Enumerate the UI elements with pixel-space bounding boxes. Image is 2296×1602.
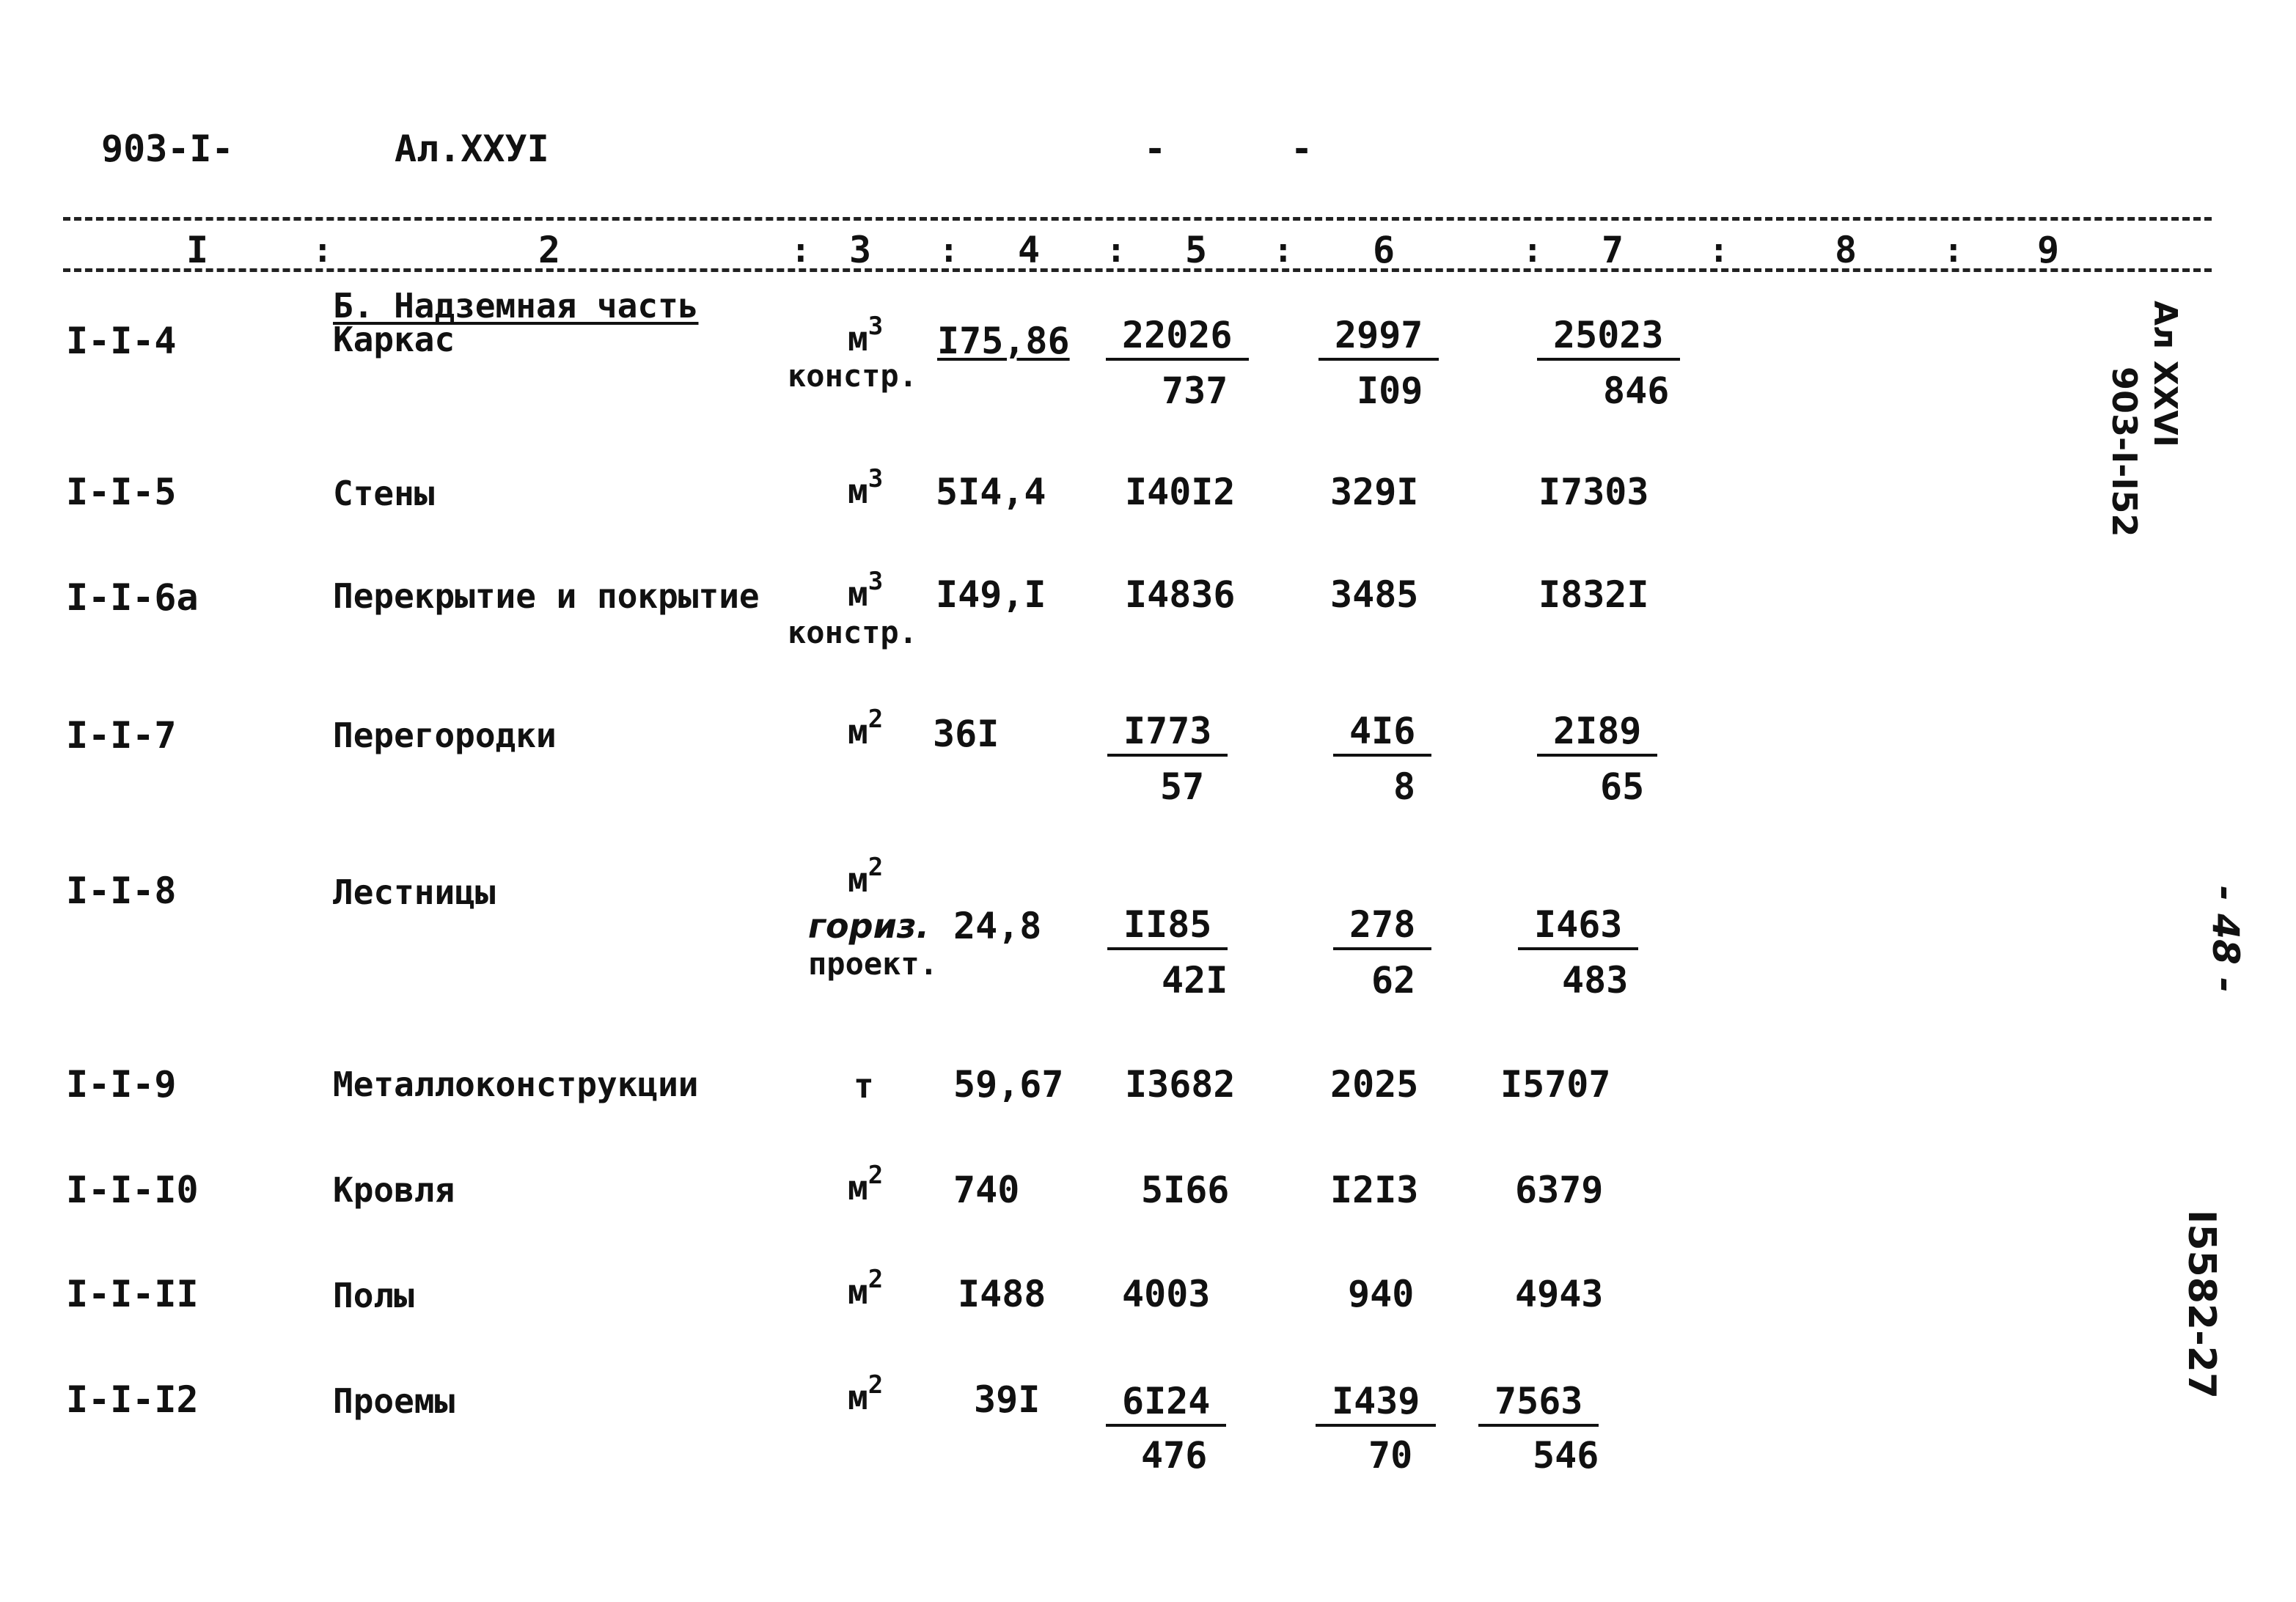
row-unit: $м^2$ <box>848 853 884 900</box>
row-quantity: 39I <box>974 1378 1041 1421</box>
row-name: Полы <box>333 1276 414 1315</box>
row-unit: $м^2$ <box>848 1370 884 1417</box>
row-name: Перегородки <box>333 716 557 755</box>
column-number-4: 4 <box>1018 229 1041 271</box>
column-number-1: I <box>186 229 209 271</box>
column-number-8: 8 <box>1835 229 1857 271</box>
row-cost-col6-bottom: 8 <box>1393 765 1416 808</box>
row-cost-col5-top: 6I24 <box>1106 1383 1226 1427</box>
column-separator: : <box>1943 230 1964 270</box>
row-quantity: I75,86 <box>937 320 1070 362</box>
row-cost-col5: I4836 <box>1125 573 1236 616</box>
row-unit-note: констр. <box>788 614 918 650</box>
row-cost-col5-top: II85 <box>1107 906 1228 950</box>
row-unit-note: проект. <box>808 946 939 982</box>
row-cost-col5-top: 22026 <box>1106 317 1249 361</box>
row-cost-col7-bottom: 846 <box>1603 370 1670 412</box>
row-quantity: I49,I <box>936 573 1046 616</box>
row-name: Металлоконструкции <box>333 1065 699 1104</box>
row-cost-col5-top: I773 <box>1107 713 1228 757</box>
column-number-5: 5 <box>1185 229 1208 271</box>
column-separator: : <box>1709 230 1729 270</box>
row-cost-col5: I3682 <box>1125 1063 1236 1106</box>
row-unit-note: констр. <box>788 358 918 394</box>
row-cost-col6: 3485 <box>1330 573 1419 616</box>
row-cost-col7-top: I463 <box>1518 906 1638 950</box>
row-cost-col7: 6379 <box>1515 1169 1604 1211</box>
row-unit: $м^3$ <box>848 464 884 511</box>
row-cost-col7-top: 25023 <box>1537 317 1680 361</box>
header-dash-2: - <box>1291 128 1313 170</box>
row-quantity: I488 <box>958 1273 1046 1315</box>
row-name: Проемы <box>333 1381 455 1421</box>
row-cost-col5: 5I66 <box>1141 1169 1230 1211</box>
column-separator: : <box>939 230 959 270</box>
row-quantity: 59,67 <box>953 1063 1064 1106</box>
row-cost-col7-bottom: 546 <box>1533 1434 1599 1477</box>
margin-document-reference: 903-I-I52 <box>2105 367 2144 537</box>
header-rule-bottom <box>63 268 2212 272</box>
margin-sheet-reference: Ал XXVI <box>2146 301 2184 447</box>
column-number-9: 9 <box>2037 229 2060 271</box>
row-name: Перекрытие и покрытие <box>333 576 760 616</box>
row-cost-col6-top: 278 <box>1333 906 1431 950</box>
column-separator: : <box>1273 230 1294 270</box>
row-cost-col6-top: 4I6 <box>1333 713 1431 757</box>
row-quantity: 740 <box>953 1169 1020 1211</box>
column-number-3: 3 <box>849 229 872 271</box>
row-cost-col6-bottom: 70 <box>1368 1434 1413 1477</box>
row-code: I-I-9 <box>66 1063 177 1106</box>
header-dash-1: - <box>1144 128 1167 170</box>
column-number-6: 6 <box>1373 229 1395 271</box>
row-name: Каркас <box>333 320 455 359</box>
column-number-2: 2 <box>538 229 561 271</box>
column-separator: : <box>312 230 333 270</box>
row-code: I-I-I2 <box>66 1378 199 1421</box>
margin-page-number: - 48 - <box>2204 886 2247 993</box>
row-quantity: 5I4,4 <box>936 471 1046 513</box>
row-cost-col6-bottom: 62 <box>1371 959 1416 1002</box>
row-unit: т <box>854 1066 874 1106</box>
row-cost-col7-bottom: 483 <box>1562 959 1629 1002</box>
row-code: I-I-7 <box>66 714 177 757</box>
margin-inventory-number: I5582-27 <box>2179 1210 2223 1400</box>
document-code: 903-I- <box>101 128 234 170</box>
column-number-7: 7 <box>1602 229 1624 271</box>
row-cost-col5-bottom: 42I <box>1162 959 1228 1002</box>
row-cost-col6: 940 <box>1348 1273 1415 1315</box>
row-cost-col5-bottom: 737 <box>1162 370 1228 412</box>
row-code: I-I-6а <box>66 576 199 619</box>
header-rule-top <box>63 217 2212 221</box>
column-separator: : <box>1106 230 1126 270</box>
row-unit: $м^2$ <box>848 1265 884 1312</box>
row-cost-col6-top: 2997 <box>1318 317 1439 361</box>
row-cost-col5: I40I2 <box>1125 471 1236 513</box>
section-title: Б. Надземная часть <box>333 286 699 326</box>
row-unit: $м^3$ <box>848 567 884 614</box>
row-quantity: 24,8 <box>953 905 1042 947</box>
row-unit: $м^3$ <box>848 312 884 359</box>
row-cost-col6: I2I3 <box>1330 1169 1419 1211</box>
row-name: Стены <box>333 474 435 513</box>
row-cost-col5-bottom: 57 <box>1160 765 1205 808</box>
column-separator: : <box>791 230 811 270</box>
row-name: Лестницы <box>333 872 496 912</box>
row-cost-col7-top: 7563 <box>1478 1383 1599 1427</box>
row-cost-col6-bottom: I09 <box>1357 370 1423 412</box>
row-unit-handwritten: гориз. <box>808 906 929 946</box>
row-cost-col7: I7303 <box>1538 471 1649 513</box>
row-cost-col7-top: 2I89 <box>1537 713 1657 757</box>
row-unit: $м^2$ <box>848 705 884 752</box>
row-code: I-I-5 <box>66 471 177 513</box>
row-cost-col6-top: I439 <box>1316 1383 1436 1427</box>
row-cost-col6: 2025 <box>1330 1063 1419 1106</box>
row-quantity: 36I <box>933 713 1000 755</box>
row-cost-col7: I832I <box>1538 573 1649 616</box>
column-separator: : <box>1522 230 1543 270</box>
row-code: I-I-I0 <box>66 1169 199 1211</box>
row-name: Кровля <box>333 1170 455 1210</box>
row-unit: $м^2$ <box>848 1161 884 1208</box>
sheet-label: Ал.ХХУI <box>395 128 549 170</box>
row-cost-col7: 4943 <box>1515 1273 1604 1315</box>
row-code: I-I-II <box>66 1273 199 1315</box>
row-cost-col7: I5707 <box>1500 1063 1611 1106</box>
row-code: I-I-4 <box>66 320 177 362</box>
row-cost-col5: 4003 <box>1122 1273 1211 1315</box>
row-cost-col5-bottom: 476 <box>1141 1434 1208 1477</box>
row-code: I-I-8 <box>66 870 177 912</box>
row-cost-col7-bottom: 65 <box>1600 765 1645 808</box>
row-cost-col6: 329I <box>1330 471 1419 513</box>
